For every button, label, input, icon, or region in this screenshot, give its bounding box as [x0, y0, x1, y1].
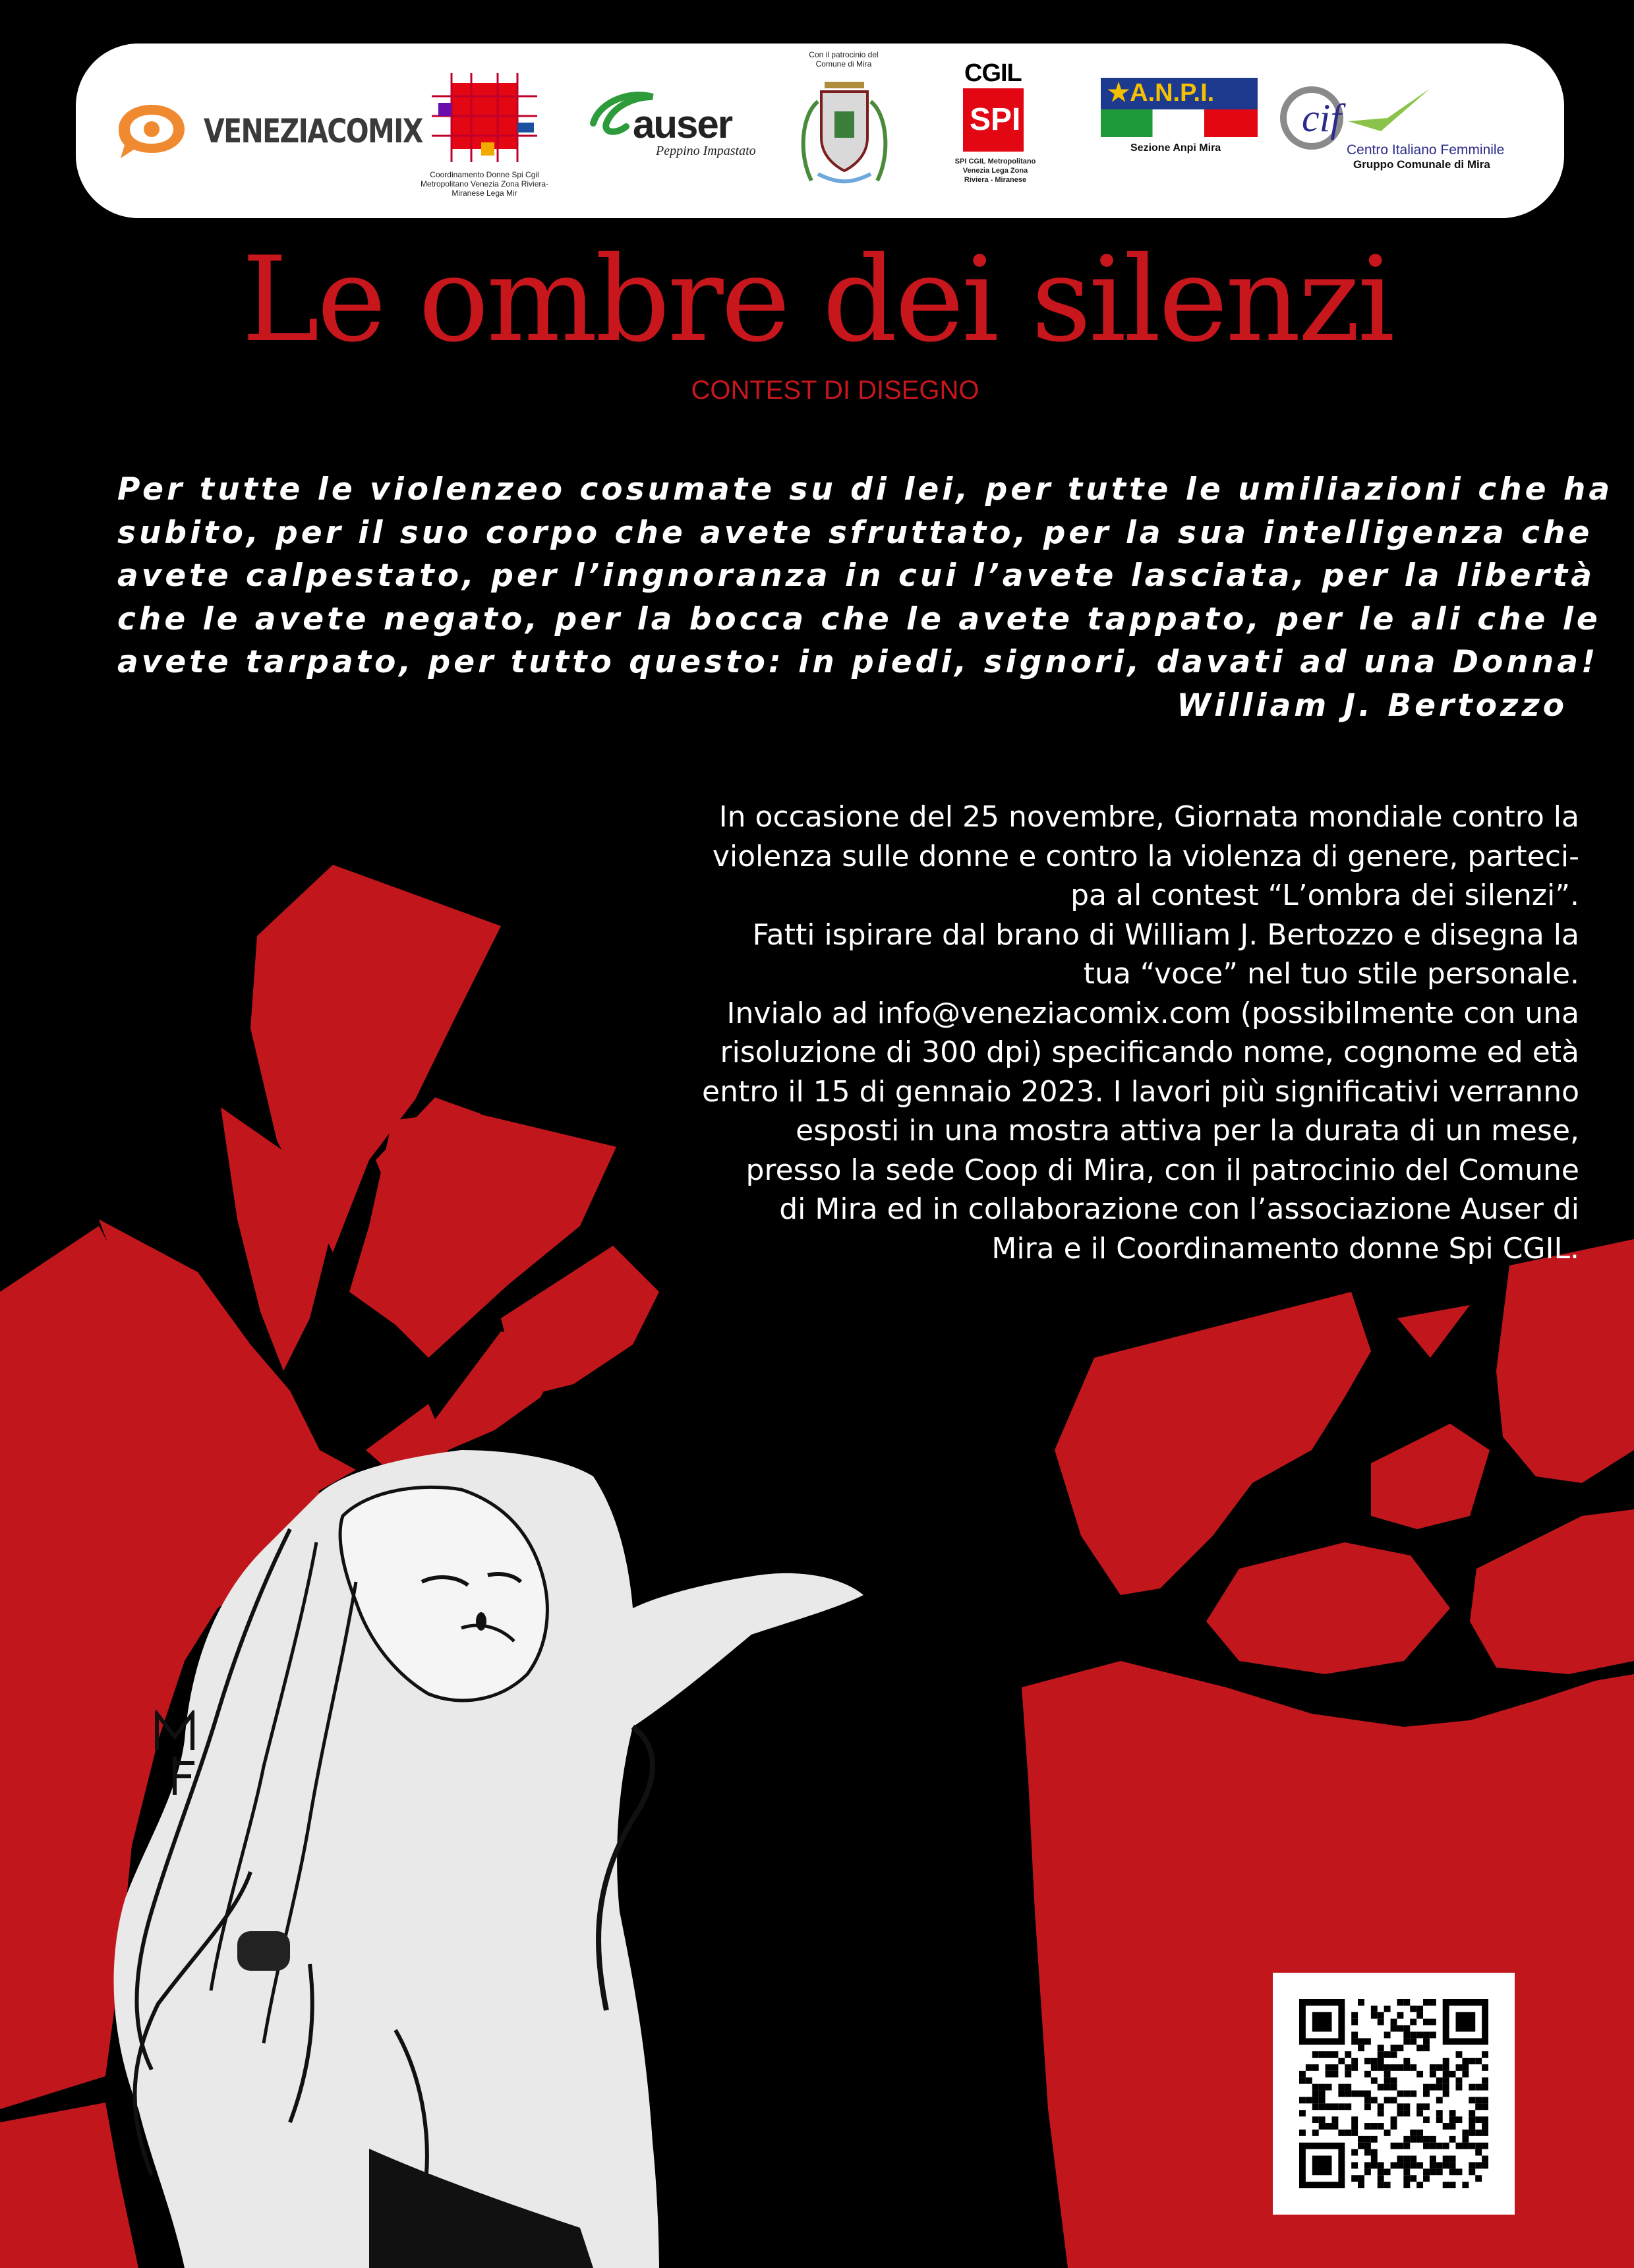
veneziacomix-text: VENEZIACOMIX: [204, 112, 423, 150]
quote-line: Per tutte le violenzeo cosumate su di lei, per tutte le umiliazioni che ha: [117, 471, 1614, 508]
description-line: tua “voce” nel tuo stile personale.: [1083, 957, 1579, 991]
description-line: esposti in una mostra attiva per la durata di un mese,: [796, 1114, 1579, 1148]
cgil-text: CGIL: [964, 59, 1022, 87]
contest-description: [620, 798, 1579, 1268]
description-line: Invialo ad info@veneziacomix.com (possibilmente con una: [726, 996, 1579, 1030]
anpi-text: ★A.N.P.I.: [1107, 79, 1215, 107]
coat-of-arms-icon: [798, 75, 890, 187]
cif-group: Gruppo Comunale di Mira: [1353, 158, 1490, 171]
veneziacomix-logo: [115, 44, 423, 218]
cif-logo: [1275, 44, 1526, 218]
patrocinio-caption: Con il patrocinio del Comune di Mira: [809, 50, 879, 69]
page-subtitle: CONTEST DI DISEGNO: [691, 376, 979, 405]
description-line: Mira e il Coordinamento donne Spi CGIL.: [991, 1231, 1579, 1265]
quote-line: avete tarpato, per tutto questo: in piedi, signori, davati ad una Donna!: [117, 644, 1599, 680]
anpi-subtitle: Sezione Anpi Mira: [1130, 142, 1221, 154]
svg-text:cif: cif: [1302, 96, 1341, 140]
description-line: presso la sede Coop di Mira, con il patrocinio del Comune: [745, 1153, 1579, 1187]
quote-line: che le avete negato, per la bocca che le avete tappato, per le ali che le: [117, 600, 1601, 637]
mosaic-icon: [425, 70, 544, 169]
coordinamento-donne-logo: [409, 44, 560, 218]
qr-code-icon: [1299, 1999, 1488, 2188]
auser-logo: [587, 44, 758, 218]
anpi-logo: [1081, 44, 1252, 218]
description-line: di Mira ed in collaborazione con l’associazione Auser di: [779, 1192, 1579, 1226]
auser-text: auser: [633, 102, 732, 146]
description-line: In occasione del 25 novembre, Giornata mondiale contro la: [718, 800, 1579, 834]
auser-subtitle: Peppino Impastato: [656, 144, 756, 158]
quote-block: [117, 468, 1614, 727]
anpi-name: A.N.P.I.: [1130, 79, 1215, 107]
quote-line: avete calpestato, per l’ingnoranza in cui l’avete lasciata, per la libertà: [117, 558, 1595, 594]
description-line: violenza sulle donne e contro la violenza di genere, parteci-: [712, 839, 1579, 873]
artist-signature-icon: [152, 1710, 198, 1796]
sponsor-logo-bar: [76, 44, 1564, 218]
spi-caption: SPI CGIL Metropolitano Venezia Lega Zona Riviera - Miranese: [954, 158, 1036, 184]
page-title: Le ombre dei silenzi: [241, 231, 1393, 368]
comune-di-mira-logo: [781, 44, 913, 218]
description-line: pa al contest “L’ombra dei silenzi”.: [1070, 879, 1579, 912]
quote-line: subito, per il suo corpo che avete sfruttato, per la sua intelligenza che: [117, 514, 1593, 551]
spi-text: SPI: [970, 102, 1021, 137]
anpi-flag-stripes: [1101, 109, 1258, 137]
description-line: Fatti ispirare dal brano di William J. Bertozzo e disegna la: [752, 917, 1579, 952]
quote-author: William J. Bertozzo: [1177, 687, 1567, 724]
cif-name: Centro Italiano Femminile: [1347, 142, 1505, 158]
description-line: risoluzione di 300 dpi) specificando nome, cognome ed età: [720, 1035, 1579, 1069]
description-line: entro il 15 di gennaio 2023. I lavori più significativi verranno: [702, 1074, 1579, 1109]
cgil-spi-logo: [933, 44, 1065, 218]
coordinamento-caption: Coordinamento Donne Spi Cgil Metropolitano Venezia Zona Riviera-Miranese Lega Mir: [420, 170, 549, 198]
qr-code[interactable]: [1273, 1973, 1515, 2215]
speech-bubble-icon: [115, 102, 188, 161]
